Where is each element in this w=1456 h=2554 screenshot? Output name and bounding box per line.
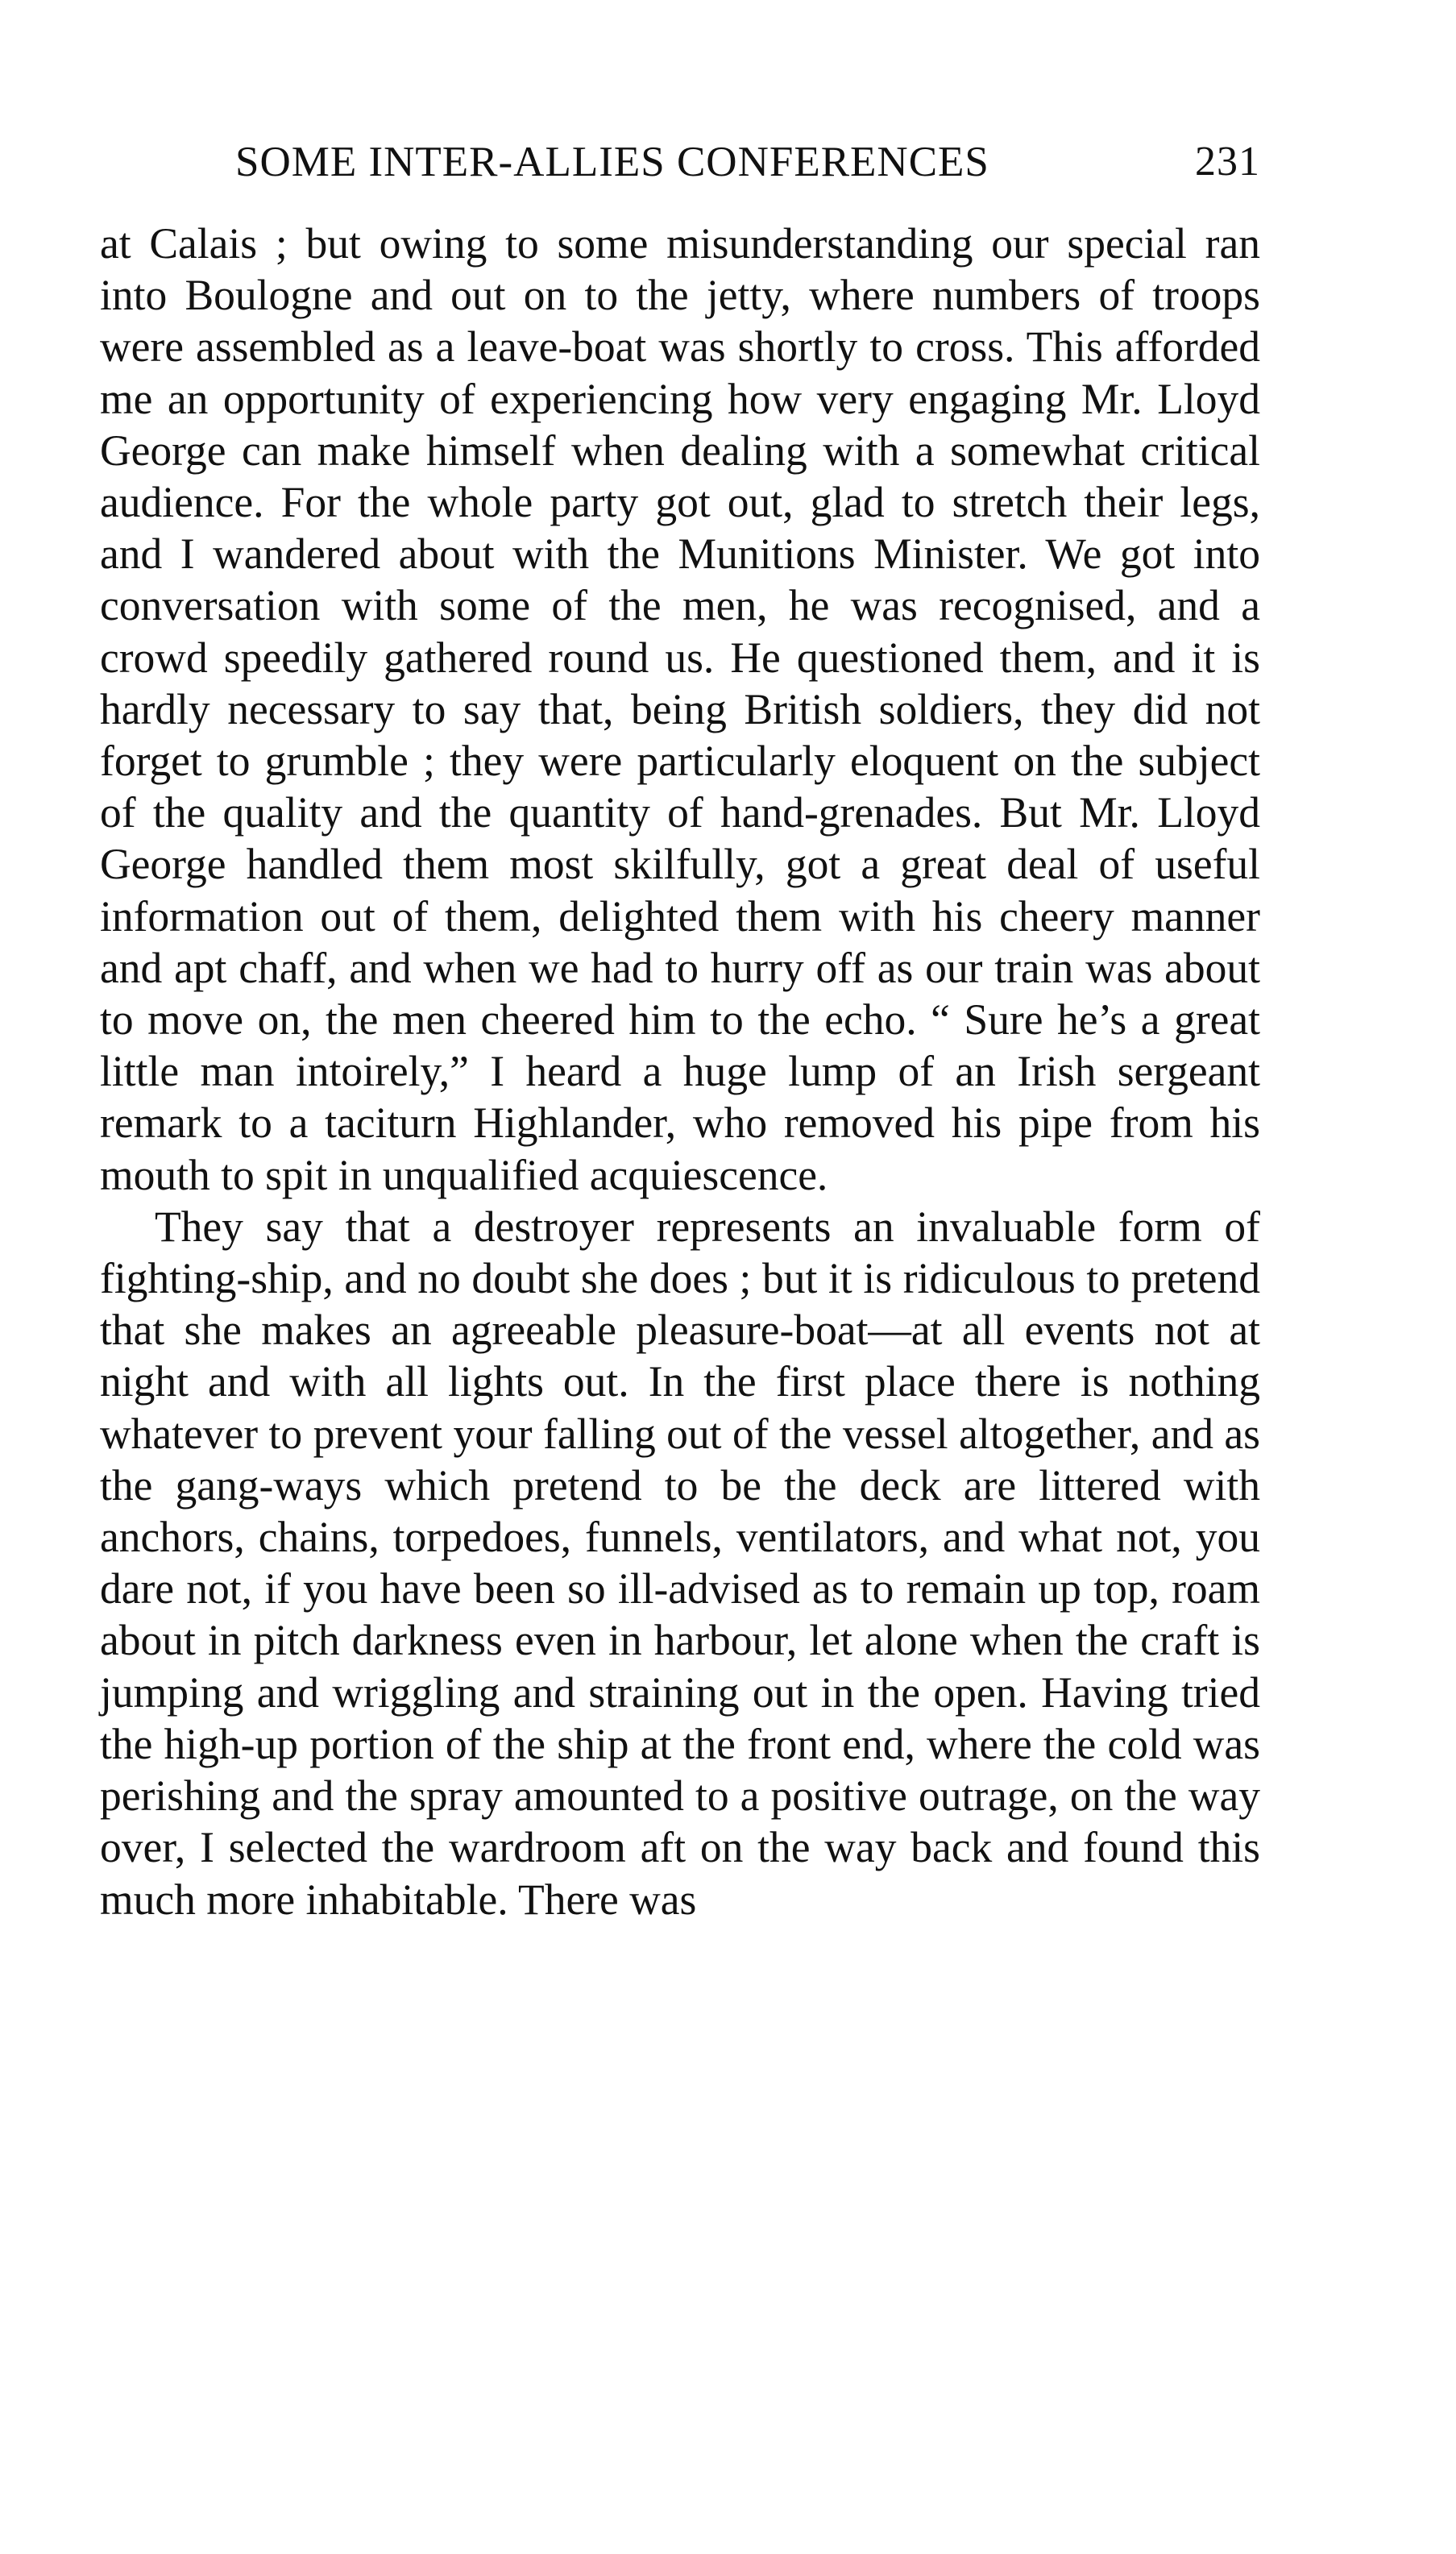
running-head — [100, 134, 1260, 190]
body-text — [100, 218, 1260, 1925]
page-number: 231 — [1195, 139, 1260, 185]
chapter-title: SOME INTER-ALLIES CONFERENCES — [235, 139, 989, 185]
paragraph-continued: at Calais ; but owing to some misunderstanding our special ran into Boulogne and out on to the jetty, where numbers of troops were assembled as a leave-boat was shortly to cross. This afforded me an opportunity of experiencing how very engaging Mr. Lloyd George can make himself when dealing with a somewhat critical audience. For the whole party got out, glad to stretch their legs, and I wandered about with the Munitions Minister. We got into conversation with some of the men, he was recognised, and a crowd speedily gathered round us. He questioned them, and it is hardly necessary to say that, being British soldiers, they did not forget to grumble ; they were particularly eloquent on the subject of the quality and the quantity of hand-grenades. But Mr. Lloyd George handled them most skilfully, got a great deal of useful information out of them, delighted them with his cheery manner and apt chaff, and when we had to hurry off as our train was about to move on, the men cheered him to the echo. “ Sure he’s a great little man intoirely,” I heard a huge lump of an Irish sergeant remark to a taciturn Highlander, who removed his pipe from his mouth to spit in unqualified acquiescence. — [100, 219, 1260, 1199]
paragraph-destroyer: They say that a destroyer represents an invaluable form of fighting-ship, and no doubt she does ; but it is ridiculous to pretend that she makes an agreeable pleasure-boat—at all events not at night and with all lights out. In the first place there is nothing whatever to prevent your falling out of the vessel altogether, and as the gang-ways which pretend to be the deck are littered with anchors, chains, torpedoes, funnels, ventilators, and what not, you dare not, if you have been so ill-advised as to remain up top, roam about in pitch darkness even in harbour, let alone when the craft is jumping and wriggling and straining out in the open. Having tried the high-up portion of the ship at the front end, where the cold was perishing and the spray amounted to a positive outrage, on the way over, I selected the wardroom aft on the way back and found this much more inhabitable. There was — [100, 1202, 1260, 1924]
